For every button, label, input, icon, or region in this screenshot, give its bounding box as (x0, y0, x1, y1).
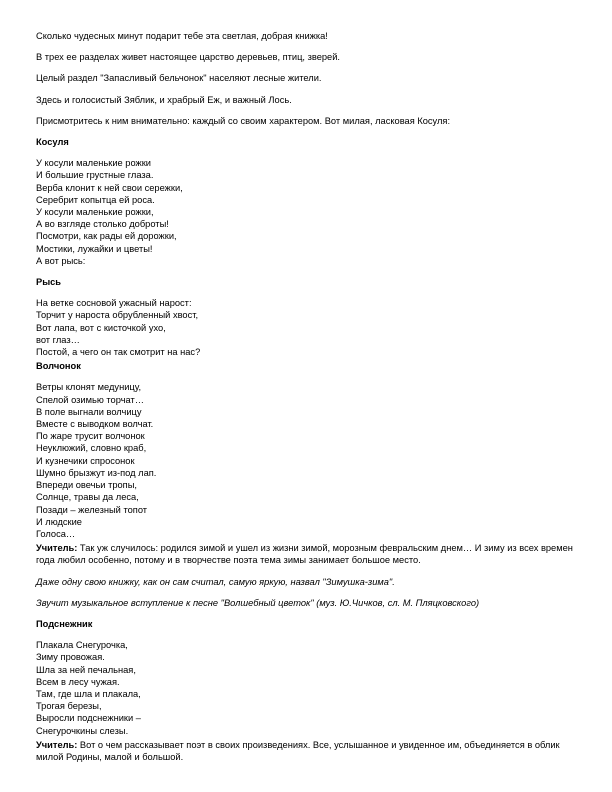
intro-paragraph-1: Сколько чудесных минут подарит тебе эта светлая, добрая книжка! (36, 31, 328, 41)
poem-line: У косули маленькие рожки, (36, 207, 154, 218)
poem-line: Трогая березы, (36, 701, 102, 712)
poem-line: Вместе с выводком волчат. (36, 419, 154, 430)
teacher-text: Вот о чем рассказывает поэт в своих произведениях. Все, услышанное и увиденное им, объединяется в облик милой Родины, малой и большой. (36, 739, 560, 762)
poem-line: Ветры клонят медуницу, (36, 382, 142, 393)
poem-title-volchonok: Волчонок (36, 361, 81, 372)
poem-line: В поле выгнали волчицу (36, 406, 142, 417)
poem-podsnezhnik (36, 639, 581, 737)
poem-line: Впереди овечьи тропы, (36, 480, 137, 491)
poem-line: Постой, а чего он так смотрит на нас? (36, 347, 201, 358)
poem-line: Снегурочкины слезы. (36, 725, 129, 736)
poem-line: Верба клонит к ней свои сережки, (36, 182, 183, 193)
poem-line: Выросли подснежники – (36, 713, 141, 724)
document-page (36, 30, 581, 772)
teacher-remark-2 (36, 739, 581, 763)
poem-line: Посмотри, как рады ей дорожки, (36, 231, 177, 242)
poem-line: Шла за ней печальная, (36, 664, 136, 675)
intro-paragraph-4: Здесь и голосистый Зяблик, и храбрый Еж, и важный Лось. (36, 94, 292, 105)
poem-line: И людские (36, 516, 82, 527)
poem-line: Там, где шла и плакала, (36, 688, 141, 699)
poem-line: Мостики, лужайки и цветы! (36, 243, 153, 254)
teacher-text: Так уж случилось: родился зимой и ушел из жизни зимой, морозным февральским днем… И зиму из всех времен года любил особенно, потому и в творчестве поэта тема зимы занимает большое место. (36, 543, 573, 566)
poem-line: Серебрит копытца ей роса. (36, 194, 155, 205)
poem-line: Голоса… (36, 528, 76, 539)
music-note: Звучит музыкальное вступление к песне "Волшебный цветок" (муз. Ю.Чичков, сл. М. Пляцковского) (36, 597, 480, 608)
poem-line: И кузнечики спросонок (36, 455, 135, 466)
poem-line: вот глаз… (36, 334, 80, 345)
poem-volchonok (36, 381, 581, 540)
poem-line: Вот лапа, вот с кисточкой ухо, (36, 322, 166, 333)
poem-line: Всем в лесу чужая. (36, 676, 120, 687)
poem-line: А во взгляде столько доброты! (36, 219, 169, 230)
poem-line: А вот рысь: (36, 255, 86, 266)
poem-line: По жаре трусит волчонок (36, 431, 145, 442)
poem-line: Спелой озимью торчат… (36, 394, 145, 405)
poem-title-podsnezhnik: Подснежник (36, 618, 93, 629)
intro-paragraph-3: Целый раздел "Запасливый бельчонок" населяют лесные жители. (36, 73, 322, 84)
teacher-label: Учитель: (36, 543, 78, 554)
poem-line: Торчит у нароста обрубленный хвост, (36, 310, 199, 321)
poem-line: Солнце, травы да леса, (36, 492, 139, 503)
poem-rys (36, 297, 581, 358)
poem-title-kosulya: Косуля (36, 137, 69, 148)
poem-line: И большие грустные глаза. (36, 170, 154, 181)
poem-title-rys: Рысь (36, 277, 62, 288)
teacher-label: Учитель: (36, 739, 78, 750)
poem-line: У косули маленькие рожки (36, 158, 151, 169)
poem-line: Зиму провожая. (36, 652, 105, 663)
paragraph-zimushka: Даже одну свою книжку, как он сам считал, самую яркую, назвал "Зимушка-зима". (36, 576, 395, 587)
poem-line: Шумно брызжут из-под лап. (36, 467, 157, 478)
poem-line: Неуклюжий, словно краб, (36, 443, 147, 454)
poem-line: Плакала Снегурочка, (36, 640, 128, 651)
intro-paragraph-5: Присмотритесь к ним внимательно: каждый со своим характером. Вот милая, ласковая Косуля: (36, 115, 451, 126)
teacher-remark-1 (36, 542, 581, 566)
poem-kosulya (36, 157, 581, 267)
poem-line: Позади – железный топот (36, 504, 148, 515)
intro-paragraph-2: В трех ее разделах живет настоящее царство деревьев, птиц, зверей. (36, 52, 340, 63)
poem-line: На ветке сосновой ужасный нарост: (36, 298, 192, 309)
